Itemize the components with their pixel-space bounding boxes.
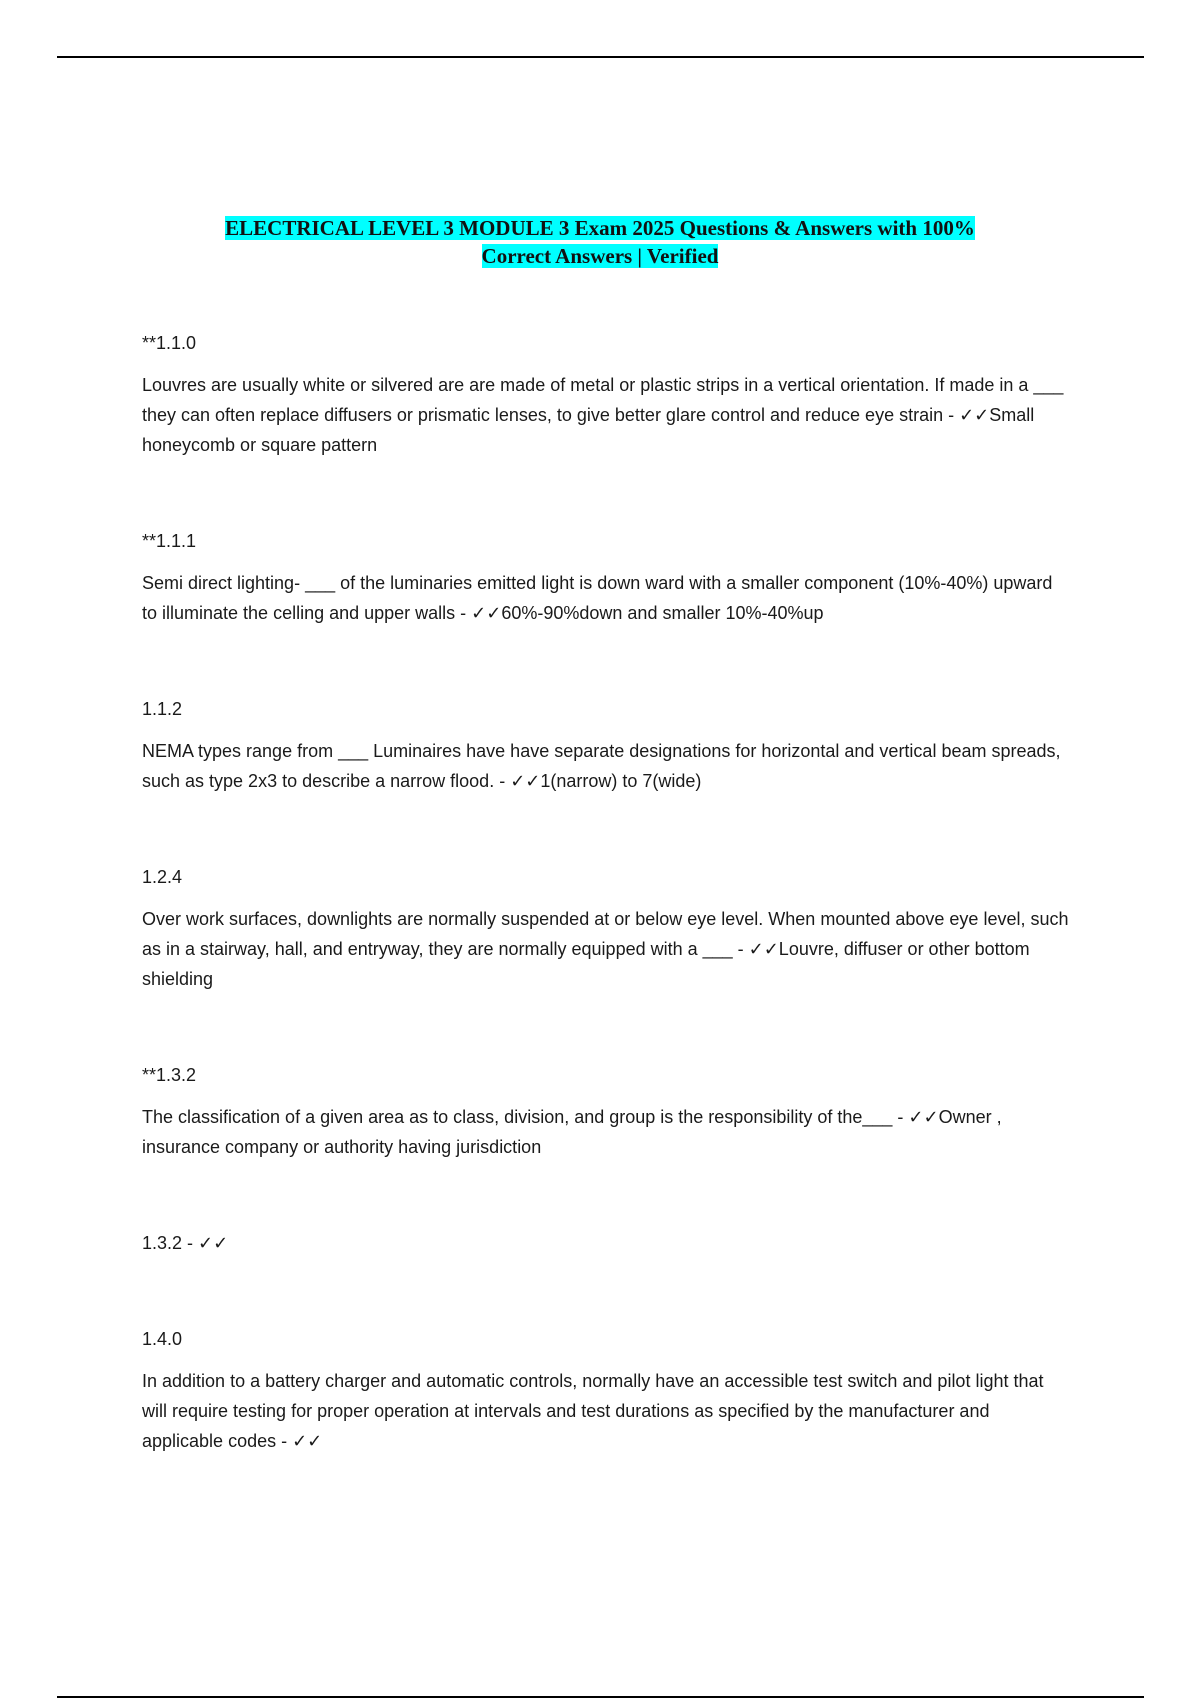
question-text: Louvres are usually white or silvered are are made of metal or plastic strips in a vertical orientation. If made in a ___ they can often replace diffusers or prismatic lenses, to give better glare control and reduce eye strain - ✓✓Small honeycomb or square pattern	[142, 375, 1064, 455]
question-number: 1.4.0	[142, 1329, 183, 1349]
document-title	[150, 214, 1050, 270]
question-number: 1.3.2 - ✓✓	[142, 1233, 229, 1253]
bottom-rule	[57, 1696, 1144, 1698]
question-text: NEMA types range from ___ Luminaires have have separate designations for horizontal and vertical beam spreads, such as type 2x3 to describe a narrow flood. - ✓✓1(narrow) to 7(wide)	[142, 741, 1061, 791]
question-item	[142, 526, 1072, 628]
question-item	[142, 694, 1072, 796]
question-item	[142, 1060, 1072, 1162]
question-item	[142, 1324, 1072, 1456]
question-list	[142, 328, 1072, 1456]
question-item	[142, 862, 1072, 994]
question-text: Semi direct lighting- ___ of the luminaries emitted light is down ward with a smaller component (10%-40%) upward to illuminate the celling and upper walls - ✓✓60%-90%down and smaller 10%-40%up	[142, 573, 1053, 623]
title-line-2: Correct Answers | Verified	[481, 244, 719, 268]
question-text: In addition to a battery charger and automatic controls, normally have an accessible test switch and pilot light that will require testing for proper operation at intervals and test durations as specified by the manufacturer and applicable codes - ✓✓	[142, 1371, 1044, 1451]
top-rule	[57, 56, 1144, 58]
question-text: Over work surfaces, downlights are normally suspended at or below eye level. When mounted above eye level, such as in a stairway, hall, and entryway, they are normally equipped with a ___ - ✓✓Louvre, diffuser or other bottom shielding	[142, 909, 1069, 989]
question-item	[142, 1228, 1072, 1258]
question-text: The classification of a given area as to class, division, and group is the responsibility of the___ - ✓✓Owner , insurance company or authority having jurisdiction	[142, 1107, 1002, 1157]
question-number: **1.1.0	[142, 333, 197, 353]
question-number: **1.3.2	[142, 1065, 197, 1085]
title-line-1: ELECTRICAL LEVEL 3 MODULE 3 Exam 2025 Questions & Answers with 100%	[225, 216, 975, 240]
question-number: **1.1.1	[142, 531, 197, 551]
question-number: 1.2.4	[142, 867, 183, 887]
question-item	[142, 328, 1072, 460]
question-number: 1.1.2	[142, 699, 183, 719]
